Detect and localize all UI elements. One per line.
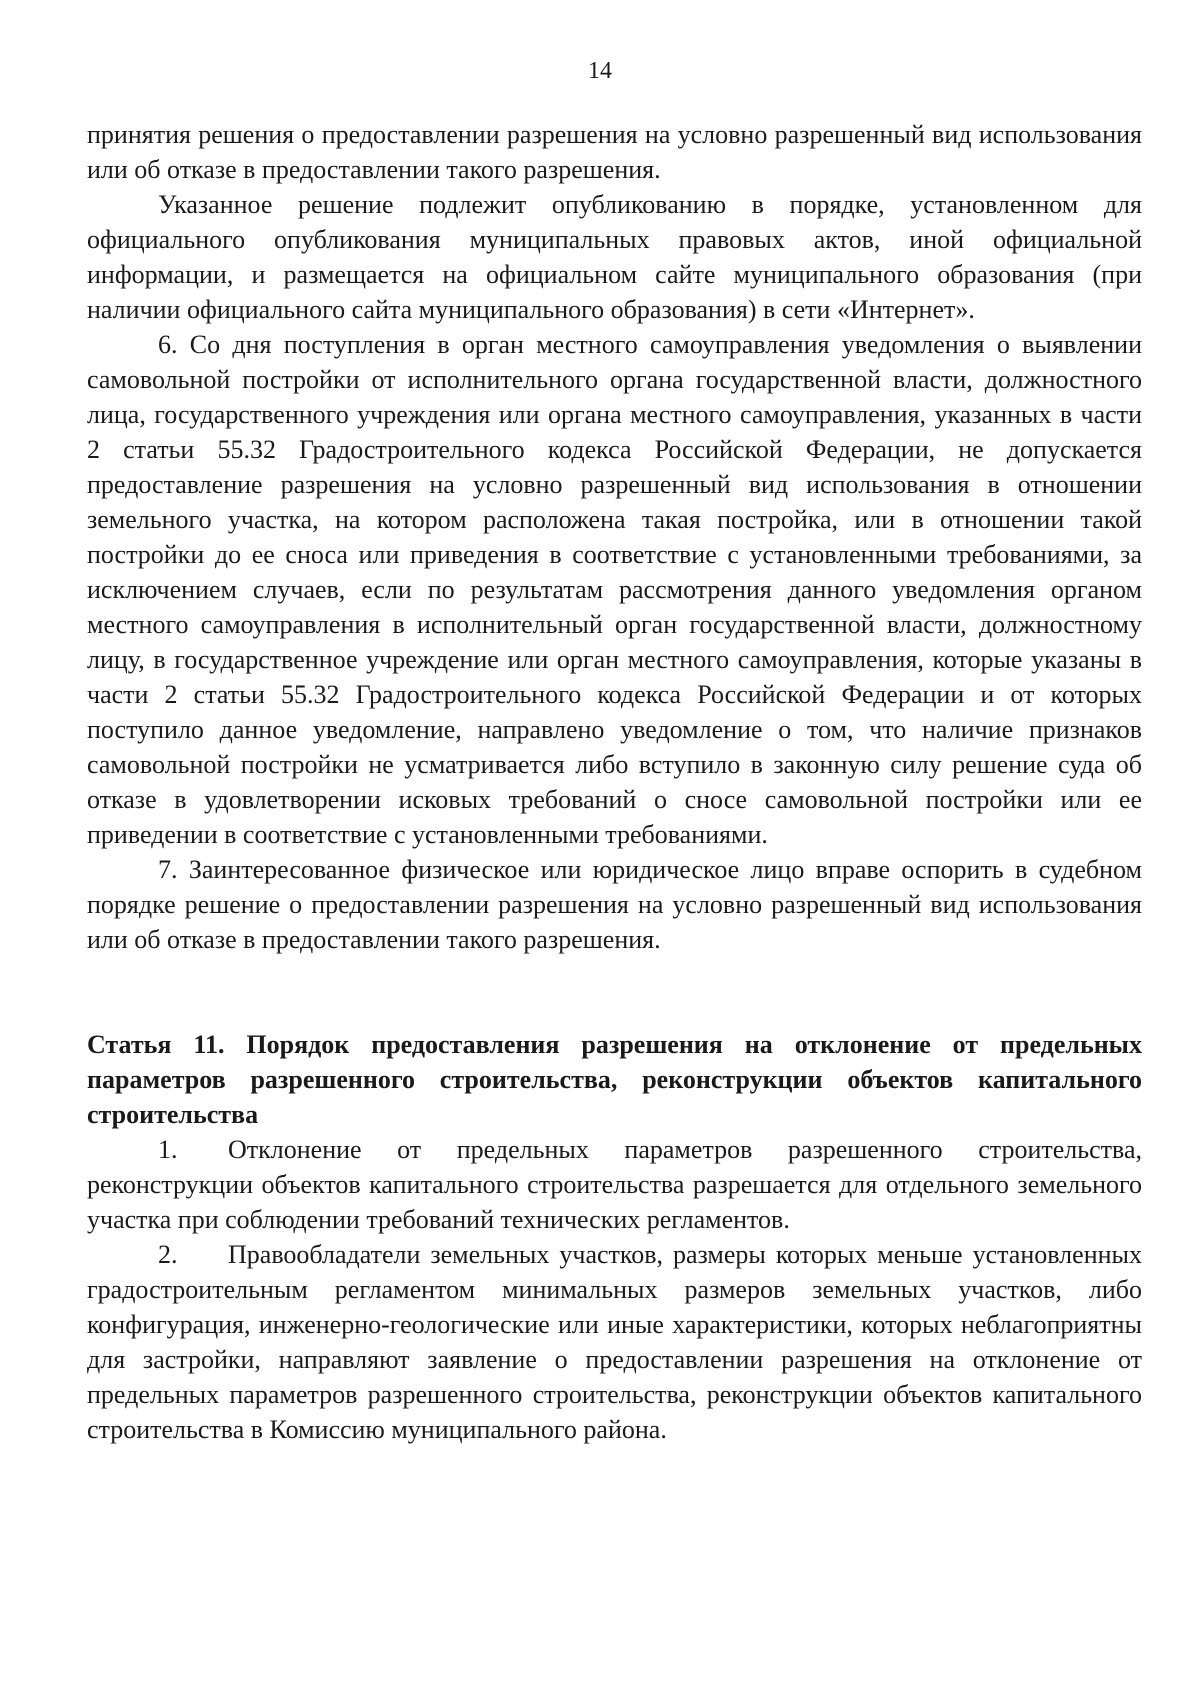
paragraph-publication: Указанное решение подлежит опубликованию в порядке, установленном для официального опубликования муниципальных правовых актов, иной официальной информации, и размещается на официальном сайте муниципального образования (при наличии официального сайта муниципального образования) в сети «Интернет». [87, 190, 1142, 324]
item-text: Отклонение от предельных параметров разрешенного строительства, реконструкции объектов капитального строительства разрешается для отдельного земельного участка при соблюдении требований технических регламентов. [87, 1135, 1142, 1234]
paragraph-item-7: 7. Заинтересованное физическое или юридическое лицо вправе оспорить в судебном порядке решение о предоставлении разрешения на условно разрешенный вид использования или об отказе в предоставлении такого разрешения. [87, 855, 1142, 954]
paragraph-continuation: принятия решения о предоставлении разрешения на условно разрешенный вид использования или об отказе в предоставлении такого разрешения. [87, 120, 1142, 184]
paragraph-item-6: 6. Со дня поступления в орган местного самоуправления уведомления о выявлении самовольной постройки от исполнительного органа государственной власти, должностного лица, государственного учреждения или органа местного самоуправления, указанных в части 2 статьи 55.32 Градостроительного кодекса Российской Федерации, не допускается предоставление разрешения на условно разрешенный вид использования в отношении земельного участка, на котором расположена такая постройка, или в отношении такой постройки до ее сноса или приведения в соответствие с установленными требованиями, за исключением случаев, если по результатам рассмотрения данного уведомления органом местного самоуправления в исполнительный орган государственной власти, должностному лицу, в государственное учреждение или орган местного самоуправления, которые указаны в части 2 статьи 55.32 Градостроительного кодекса Российской Федерации и от которых поступило данное уведомление, направлено уведомление о том, что наличие признаков самовольной постройки не усматривается либо вступило в законную силу решение суда об отказе в удовлетворении исковых требований о сносе самовольной постройки или ее приведении в соответствие с установленными требованиями. [87, 330, 1142, 849]
item-number: 2. [158, 1240, 178, 1269]
document-body [87, 117, 1142, 1447]
section-gap [87, 957, 1142, 1027]
item-number: 1. [158, 1135, 178, 1164]
article-11-heading: Статья 11. Порядок предоставления разрешения на отклонение от предельных параметров разрешенного строительства, реконструкции объектов капитального строительства [87, 1030, 1142, 1129]
article-11-item-1 [87, 1132, 1142, 1237]
article-11-item-2 [87, 1237, 1142, 1447]
page-number: 14 [588, 58, 612, 84]
item-text: Правообладатели земельных участков, размеры которых меньше установленных градостроительным регламентом минимальных размеров земельных участков, либо конфигурация, инженерно-геологические или иные характеристики, которых неблагоприятны для застройки, направляют заявление о предоставлении разрешения на отклонение от предельных параметров разрешенного строительства, реконструкции объектов капитального строительства в Комиссию муниципального района. [87, 1240, 1142, 1444]
